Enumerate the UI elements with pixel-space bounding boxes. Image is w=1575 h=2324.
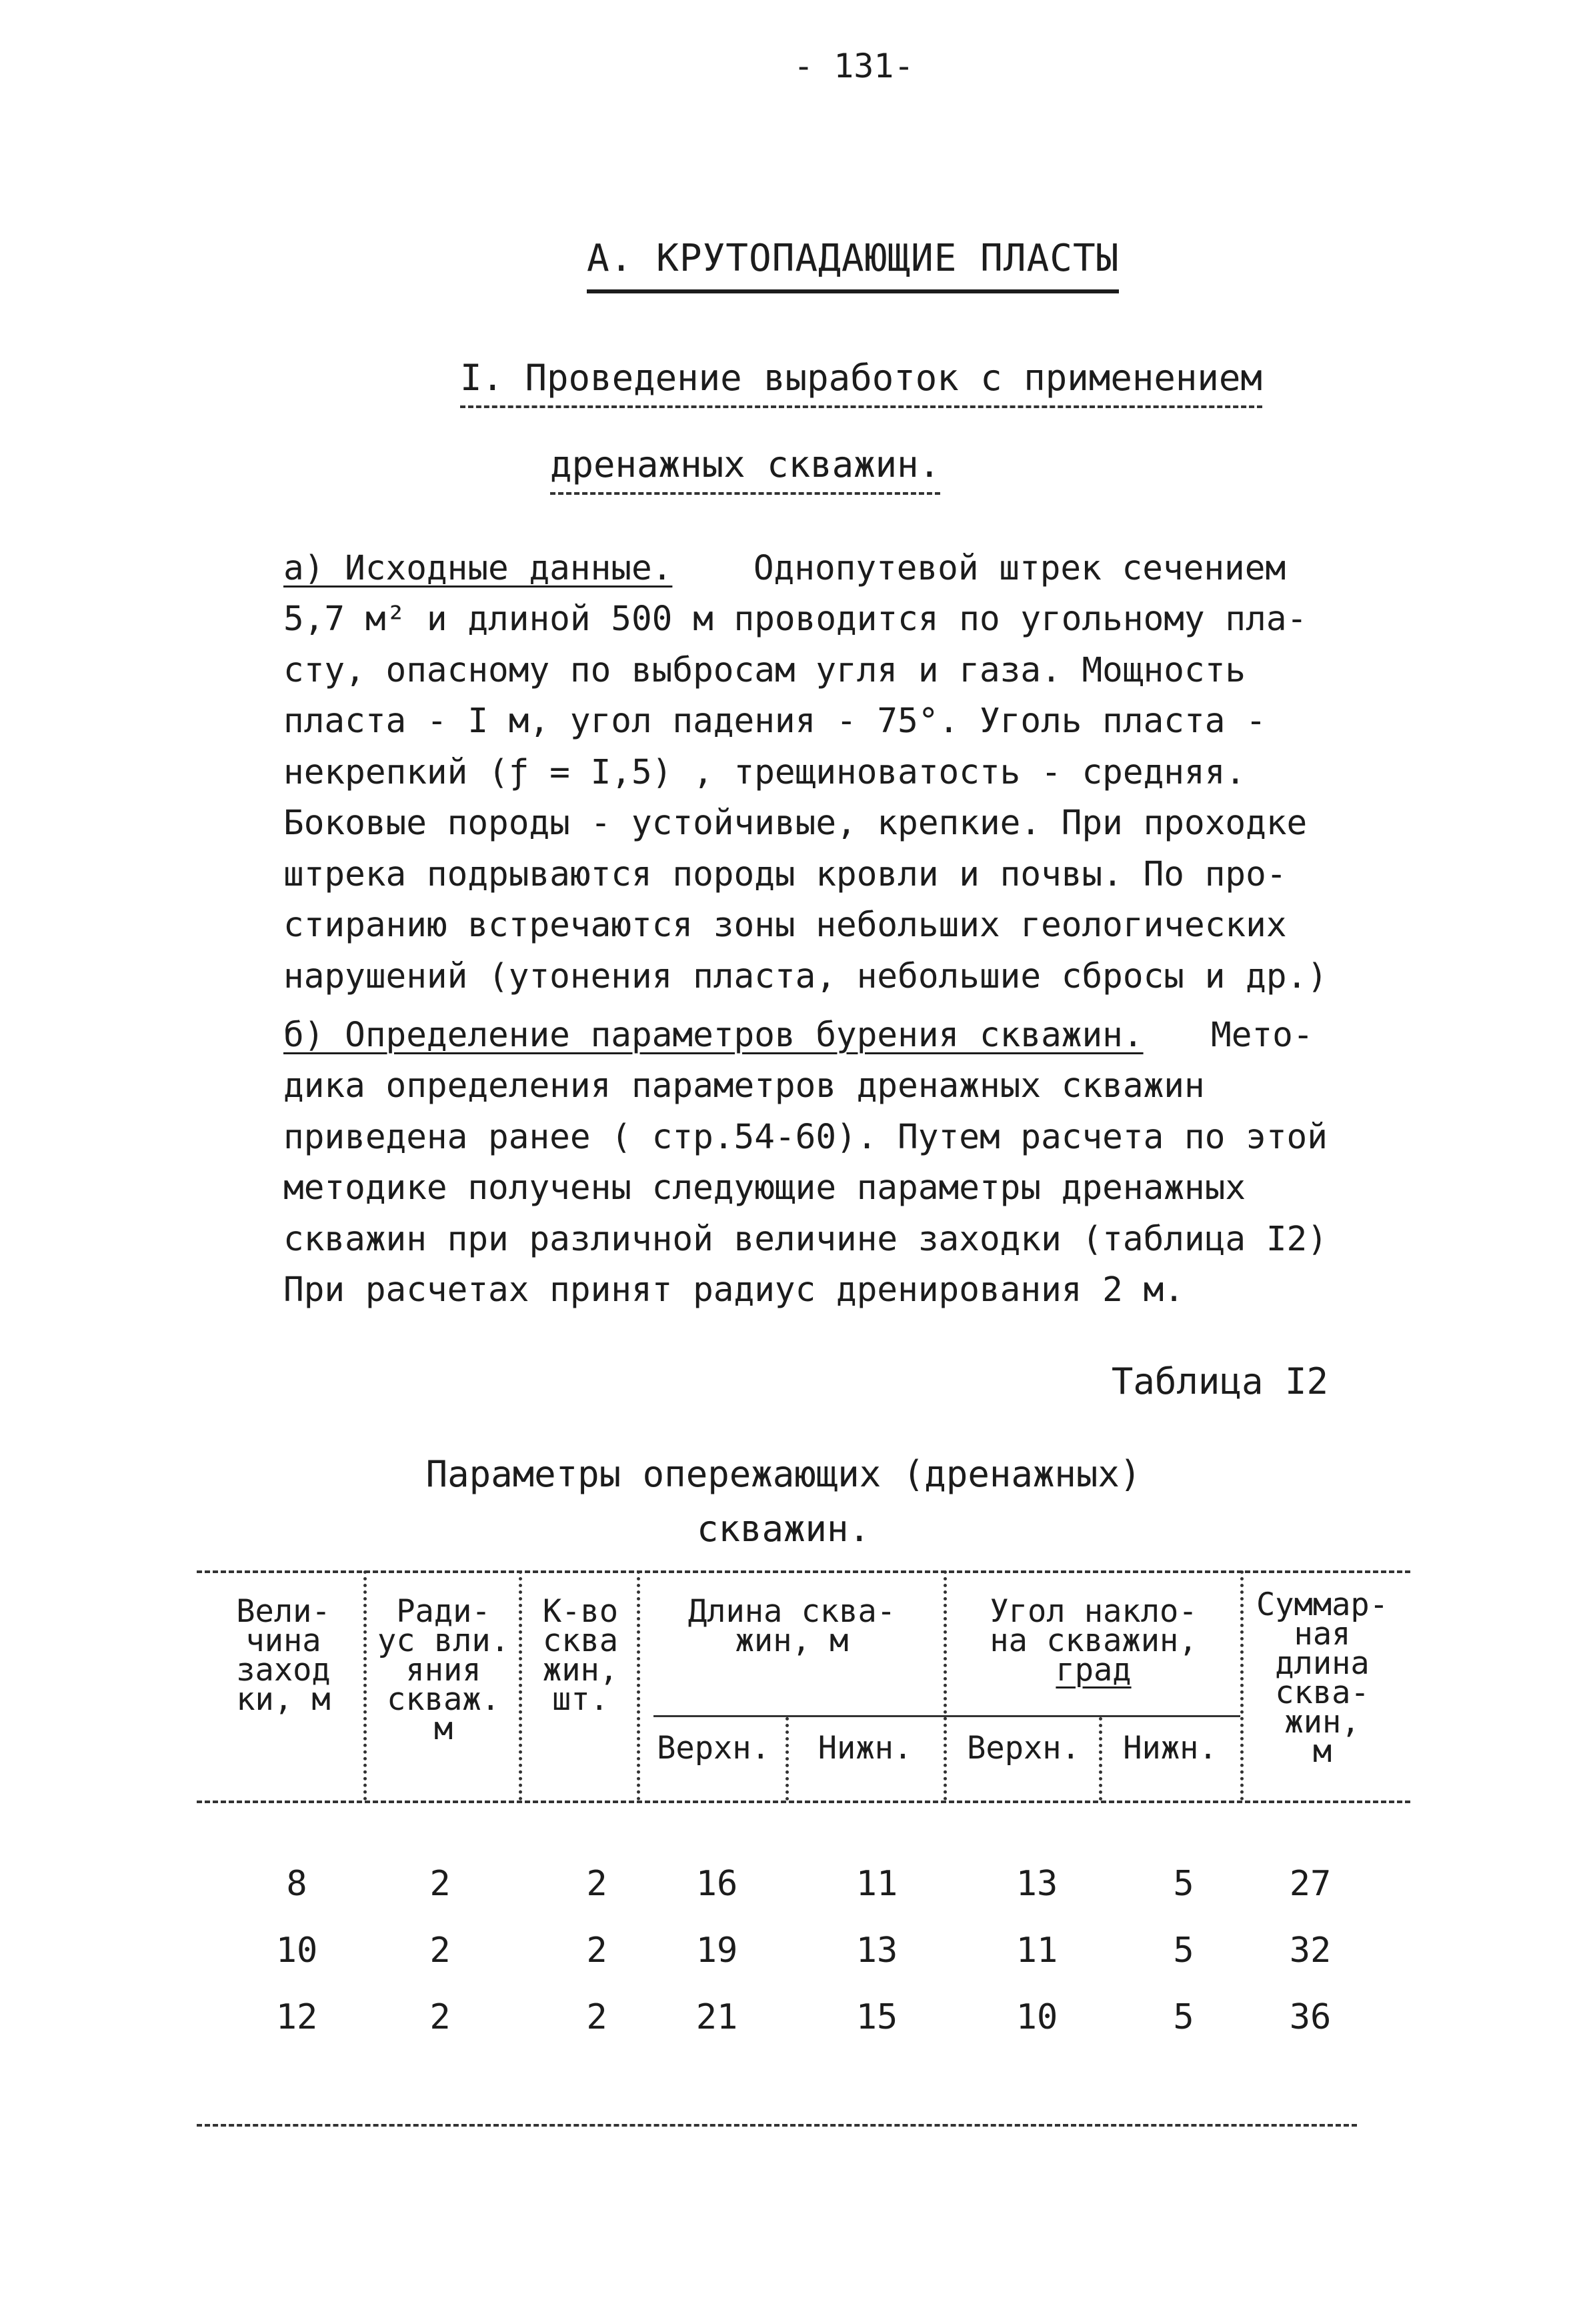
- header-total-length: Суммар- ная длина сква- жин, м: [1256, 1586, 1389, 1770]
- header-radius: Ради- ус вли. яния скваж. м: [377, 1593, 510, 1747]
- cell-angle-upper: 13: [1016, 1864, 1058, 1904]
- para-b-line-1: [283, 1010, 1314, 1062]
- col-separator-5: [944, 1570, 947, 1801]
- para-a-line-2: 5,7 м² и длиной 500 м проводится по угольному пла-: [283, 600, 1308, 639]
- para-b-text: Мето-: [1211, 1016, 1314, 1055]
- table-subheader-rule: [653, 1715, 1240, 1717]
- header-count: К-во сква жин, шт.: [542, 1593, 619, 1718]
- cell-total-length: 27: [1289, 1864, 1332, 1904]
- col-separator-1: [363, 1570, 367, 1801]
- para-a-line-6: Боковые породы - устойчивые, крепкие. При проходке: [283, 804, 1308, 843]
- cell-length-lower: 15: [856, 1997, 898, 2037]
- header-angle-upper: Верхн.: [967, 1730, 1080, 1767]
- table-title: Параметры опережающих (дренажных) скважин.: [425, 1453, 1142, 1550]
- col-separator-6: [1099, 1717, 1102, 1801]
- cell-length-upper: 19: [695, 1931, 738, 1971]
- header-zahodka: Вели- чина заход ки, м: [236, 1593, 331, 1718]
- para-a-line-3: сту, опасному по выбросам угля и газа. Мощность: [283, 651, 1246, 690]
- cell-count: 2: [586, 1997, 607, 2037]
- cell-count: 2: [586, 1931, 607, 1971]
- cell-radius: 2: [429, 1931, 451, 1971]
- cell-angle-lower: 5: [1173, 1931, 1194, 1971]
- header-angle-group: Угол накло- на скважин, град: [990, 1593, 1198, 1688]
- cell-angle-upper: 11: [1016, 1931, 1058, 1971]
- para-a-line-4: пласта - I м, угол падения - 75°. Уголь пласта -: [283, 702, 1266, 741]
- header-length-lower: Нижн.: [818, 1730, 913, 1767]
- cell-length-upper: 16: [695, 1864, 738, 1904]
- section-title-line-2: дренажных скважин.: [550, 443, 940, 495]
- para-b-line-4: методике получены следующие параметры дренажных: [283, 1168, 1246, 1208]
- cell-length-lower: 13: [856, 1931, 898, 1971]
- cell-radius: 2: [429, 1997, 451, 2037]
- para-b-line-2: дика определения параметров дренажных скважин: [283, 1066, 1205, 1106]
- page-number: - 131-: [794, 47, 914, 85]
- col-separator-4: [785, 1717, 789, 1801]
- cell-radius: 2: [429, 1864, 451, 1904]
- chapter-heading: А. КРУТОПАДАЮЩИЕ ПЛАСТЫ: [587, 237, 1119, 293]
- para-b-line-6: При расчетах принят радиус дренирования 2 м.: [283, 1270, 1185, 1310]
- para-a-line-5: некрепкий (ƒ = I,5) , трещиноватость - средняя.: [283, 753, 1246, 792]
- para-a-label: а) Исходные данные.: [283, 549, 673, 588]
- table-header-bottom-rule: [197, 1801, 1410, 1803]
- cell-total-length: 32: [1289, 1931, 1332, 1971]
- para-b-line-5: скважин при различной величине заходки (таблица I2): [283, 1220, 1328, 1259]
- col-separator-3: [637, 1570, 640, 1801]
- para-a-line-8: стиранию встречаются зоны небольших геологических: [283, 906, 1287, 945]
- cell-angle-lower: 5: [1173, 1997, 1194, 2037]
- col-separator-7: [1240, 1570, 1244, 1801]
- cell-length-upper: 21: [695, 1997, 738, 2037]
- table-bottom-rule: [197, 2124, 1357, 2127]
- cell-angle-upper: 10: [1016, 1997, 1058, 2037]
- col-separator-2: [519, 1570, 522, 1801]
- header-length-upper: Верхн.: [657, 1730, 770, 1767]
- cell-zahodka: 12: [275, 1997, 318, 2037]
- para-a-line-1: [283, 543, 1286, 595]
- cell-zahodka: 10: [275, 1931, 318, 1971]
- table-caption: Таблица I2: [1111, 1360, 1328, 1402]
- cell-total-length: 36: [1289, 1997, 1332, 2037]
- para-a-line-7: штрека подрываются породы кровли и почвы. По про-: [283, 855, 1287, 894]
- cell-count: 2: [586, 1864, 607, 1904]
- cell-angle-lower: 5: [1173, 1864, 1194, 1904]
- para-b-label: б) Определение параметров бурения скважин.: [283, 1016, 1144, 1055]
- cell-length-lower: 11: [856, 1864, 898, 1904]
- para-b-line-3: приведена ранее ( стр.54-60). Путем расчета по этой: [283, 1118, 1328, 1157]
- para-a-text: Однопутевой штрек сечением: [753, 549, 1286, 588]
- header-length-group: Длина сква- жин, м: [687, 1593, 896, 1659]
- header-angle-lower: Нижн.: [1123, 1730, 1218, 1767]
- table-top-rule: [197, 1570, 1410, 1573]
- para-a-line-9: нарушений (утонения пласта, небольшие сбросы и др.): [283, 957, 1328, 996]
- section-title-line-1: I. Проведение выработок с применением: [460, 357, 1262, 408]
- cell-zahodka: 8: [286, 1864, 307, 1904]
